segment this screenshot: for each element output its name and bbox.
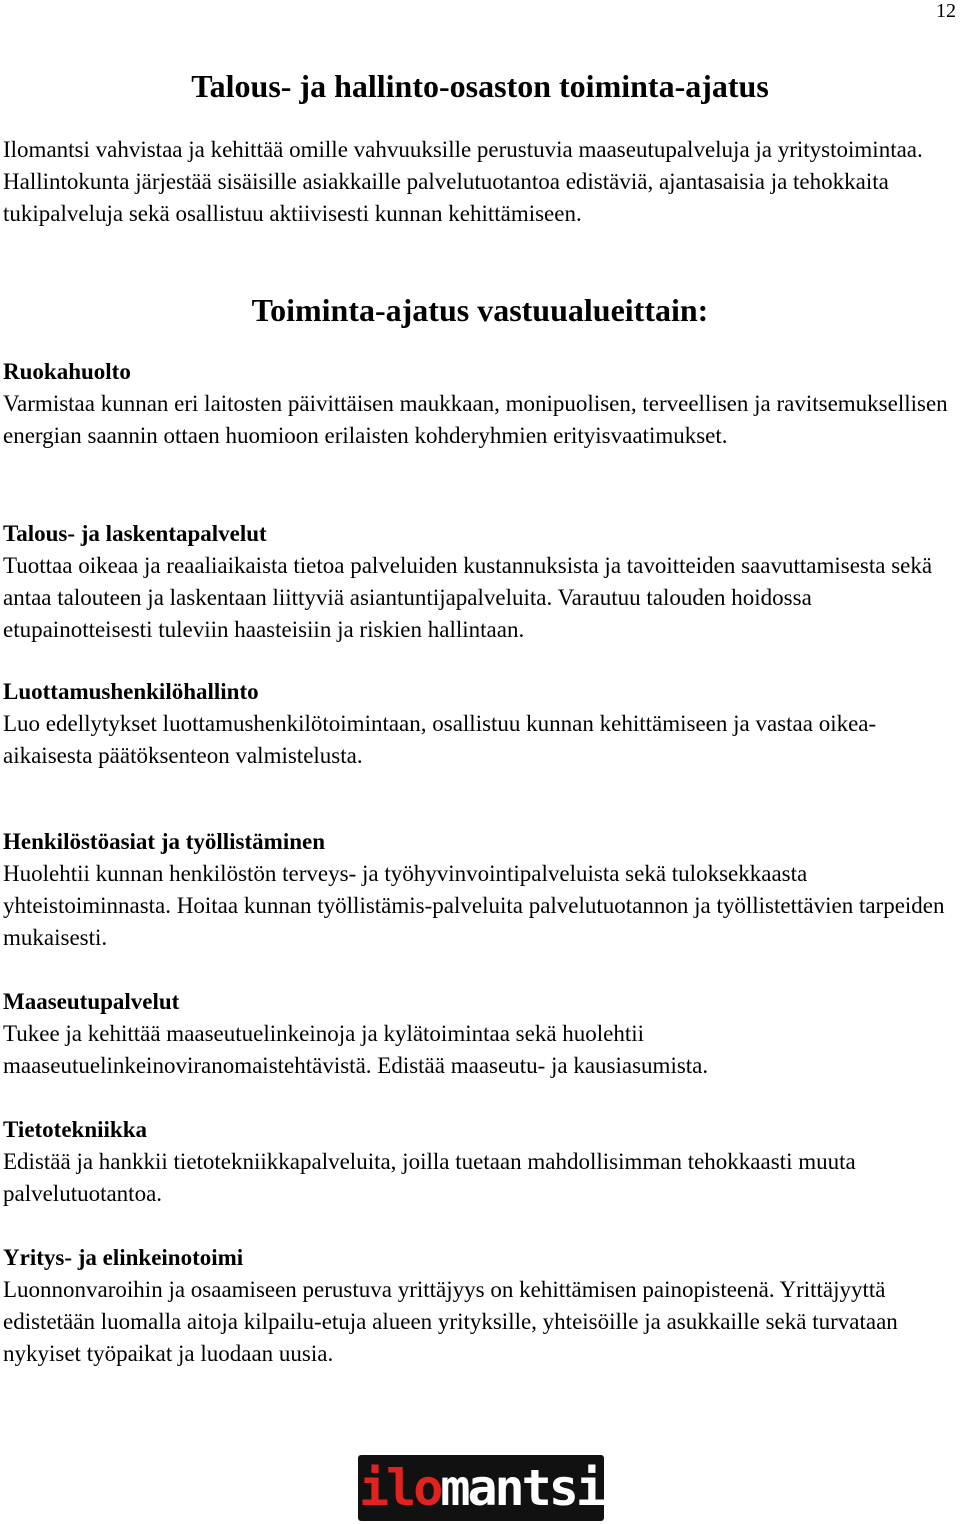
section-yritys-elinkeinotoimi (3, 1242, 956, 1370)
page-title: Talous- ja hallinto-osaston toiminta-ajatus (191, 68, 769, 104)
section-body: Luo edellytykset luottamushenkilötoimintaan, osallistuu kunnan kehittämiseen ja vastaa oikea-aikaisesta päätöksenteon valmistelusta. (3, 711, 877, 768)
section-body: Varmistaa kunnan eri laitosten päivittäisen maukkaan, monipuolisen, terveellisen ja ravitsemuksellisen energian saannin ottaen huomioon erilaisten kohderyhmien erityisvaatimukset. (3, 391, 948, 448)
section-list-title: Toiminta-ajatus vastuualueittain: (251, 292, 709, 328)
section-body: Edistää ja hankkii tietotekniikkapalveluita, joilla tuetaan mahdollisimman tehokkaasti muuta palvelutuotantoa. (3, 1149, 856, 1206)
section-heading: Tietotekniikka (3, 1117, 147, 1142)
section-body: Tuottaa oikeaa ja reaaliaikaista tietoa palveluiden kustannuksista ja tavoitteiden saavuttamisesta sekä antaa talouteen ja laskentaan liittyviä asiantuntijapalveluita. Varautuu talouden hoidossa etupainotteisesti tuleviin haasteisiin ja riskien hallintaan. (3, 553, 933, 642)
section-heading: Luottamushenkilöhallinto (3, 679, 259, 704)
section-heading: Henkilöstöasiat ja työllistäminen (3, 829, 326, 854)
section-body: Huolehtii kunnan henkilöstön terveys- ja työhyvinvointipalveluista sekä tuloksekkaasta yhteistoiminnasta. Hoitaa kunnan työllistämis-palveluita palvelutuotannon ja työllistettävien tarpeiden mukaisesti. (3, 861, 945, 950)
logo-accent-text: ilo (359, 1459, 441, 1517)
section-body: Tukee ja kehittää maaseutuelinkeinoja ja kylätoimintaa sekä huolehtii maaseutuelinkeinoviranomaistehtävistä. Edistää maaseutu- ja kausiasumista. (3, 1021, 709, 1078)
page-number: 12 (936, 0, 956, 22)
section-heading: Ruokahuolto (3, 359, 131, 384)
logo-main-text: mantsi (440, 1459, 603, 1517)
section-body: Luonnonvaroihin ja osaamiseen perustuva yrittäjyys on kehittämisen painopisteenä. Yrittäjyyttä edistetään luomalla aitoja kilpailu-etuja alueen yrityksille, yhteisöille ja asukkaille sekä turvataan nykyiset työpaikat ja luodaan uusia. (3, 1277, 898, 1366)
section-maaseutupalvelut (3, 986, 956, 1082)
section-luottamushenkilohallinto (3, 676, 956, 772)
intro-paragraph: Ilomantsi vahvistaa ja kehittää omille vahvuuksille perustuvia maaseutupalveluja ja yritystoimintaa. Hallintokunta järjestää sisäisille asiakkaille palvelutuotantoa edistäviä, ajantasaisia ja tehokkaita tukipalveluja sekä osallistuu aktiivisesti kunnan kehittämiseen. (3, 137, 923, 226)
section-heading: Yritys- ja elinkeinotoimi (3, 1245, 244, 1270)
section-heading: Talous- ja laskentapalvelut (3, 521, 267, 546)
section-talous-laskentapalvelut (3, 518, 956, 646)
ilomantsi-logo (358, 1455, 604, 1521)
section-tietotekniikka (3, 1114, 956, 1210)
logo-wordmark (359, 1459, 603, 1517)
section-ruokahuolto (3, 356, 956, 452)
section-heading: Maaseutupalvelut (3, 989, 180, 1014)
section-henkilostoasiat (3, 826, 956, 954)
